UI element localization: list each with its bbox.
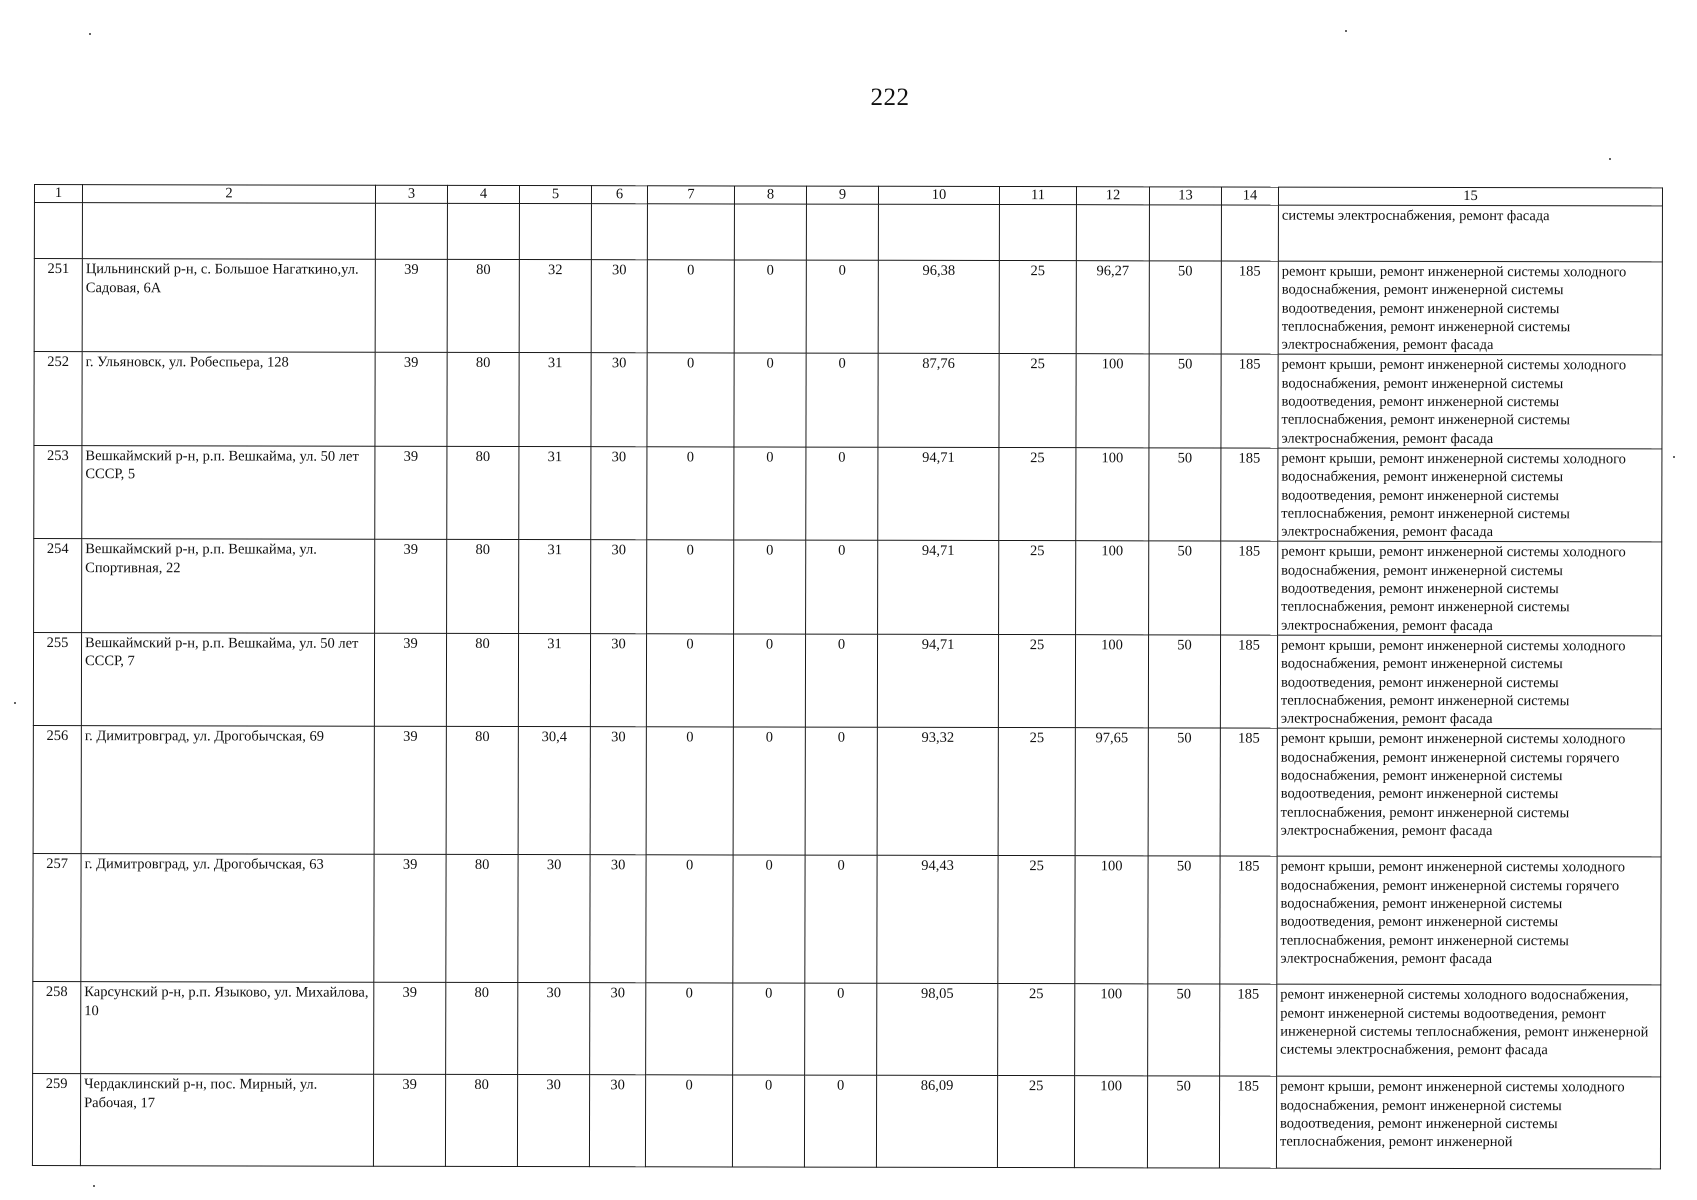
value-cell-11: 25 <box>998 728 1075 856</box>
works-cell: ремонт крыши, ремонт инженерной системы холодного водоснабжения, ремонт инженерной системы водоотведения, ремонт инженерной системы теплоснабжения, ремонт инженерной системы электроснабжения, ремонт фасада <box>1278 261 1662 355</box>
value-cell-10: 94,71 <box>878 541 999 635</box>
page-number: 222 <box>870 84 910 111</box>
value-cell-5: 32 <box>519 260 591 354</box>
address-cell: Вешкаймский р-н, р.п. Вешкайма, ул. Спортивная, 22 <box>82 539 375 633</box>
scan-speck <box>1345 30 1347 32</box>
address-cell: г. Ульяновск, ул. Робеспьера, 128 <box>82 352 375 446</box>
value-cell-4: 80 <box>447 446 519 540</box>
value-cell-9: 0 <box>805 984 877 1076</box>
value-cell-6: 30 <box>591 260 647 354</box>
value-cell-7: 0 <box>646 727 733 855</box>
value-cell-9: 0 <box>806 260 878 354</box>
value-cell-13: 50 <box>1148 728 1220 856</box>
row-number-cell: 252 <box>34 352 82 446</box>
value-cell-3: 39 <box>374 633 446 727</box>
value-cell-6: 30 <box>591 540 647 634</box>
value-cell-9: 0 <box>806 354 878 448</box>
value-cell-4: 80 <box>446 983 518 1075</box>
value-cell-4: 80 <box>446 855 518 983</box>
column-number: 10 <box>878 186 999 204</box>
value-cell-3: 39 <box>375 446 447 540</box>
value-cell-11: 25 <box>999 447 1076 541</box>
value-cell-11: 25 <box>998 856 1075 984</box>
value-cell-6: 30 <box>590 634 646 728</box>
value-cell-3: 39 <box>373 1075 445 1167</box>
table-row <box>34 352 1662 449</box>
value-cell-9: 0 <box>806 447 878 541</box>
works-cell: ремонт крыши, ремонт инженерной системы холодного водоснабжения, ремонт инженерной системы водоотведения, ремонт инженерной системы теплоснабжения, ремонт инженерной <box>1276 1077 1660 1170</box>
value-cell-8: 0 <box>733 855 805 983</box>
value-cell-11: 25 <box>997 1076 1074 1168</box>
value-cell-5: 30 <box>518 855 590 983</box>
value-cell-12: 100 <box>1076 541 1149 635</box>
table-body <box>32 185 1662 1170</box>
works-cell: ремонт крыши, ремонт инженерной системы холодного водоснабжения, ремонт инженерной системы горячего водоснабжения, ремонт инженерной системы водоотведения, ремонт инженерной системы теплоснабжения, ремонт инженерной системы электроснабжения, ремонт фасада <box>1277 857 1661 986</box>
value-cell-5: 31 <box>519 446 591 540</box>
value-cell-6: 30 <box>590 727 646 855</box>
value-cell-5: 31 <box>519 353 591 447</box>
value-cell-3: 39 <box>375 540 447 634</box>
value-cell-3: 39 <box>374 983 446 1075</box>
value-cell-13: 50 <box>1149 448 1221 542</box>
works-cell: ремонт крыши, ремонт инженерной системы холодного водоснабжения, ремонт инженерной системы водоотведения, ремонт инженерной системы теплоснабжения, ремонт инженерной системы электроснабжения, ремонт фасада <box>1277 635 1661 729</box>
value-cell-4: 80 <box>446 633 518 727</box>
row-number-cell: 258 <box>33 982 81 1074</box>
value-cell-3: 39 <box>374 855 446 983</box>
value-cell-7: 0 <box>646 634 733 728</box>
address-cell: Карсунский р-н, р.п. Языково, ул. Михайлова, 10 <box>81 982 374 1075</box>
row-number-cell: 259 <box>32 1074 80 1166</box>
value-cell-10: 94,43 <box>877 856 998 984</box>
column-number: 3 <box>375 185 447 203</box>
table-row <box>33 632 1661 729</box>
column-number: 14 <box>1221 187 1278 205</box>
value-cell-8: 0 <box>734 260 806 354</box>
row-number-cell: 253 <box>34 445 82 539</box>
value-cell-12: 100 <box>1075 635 1148 729</box>
value-cell-9: 0 <box>805 634 877 728</box>
table-row <box>32 1074 1660 1169</box>
value-cell-4: 80 <box>445 1075 517 1167</box>
value-cell-10: 86,09 <box>876 1076 997 1168</box>
address-cell: Цильнинский р-н, с. Большое Нагаткино,ул. Садовая, 6А <box>82 259 375 353</box>
value-cell-10: 87,76 <box>878 354 999 448</box>
table-row <box>34 445 1662 542</box>
value-cell-10: 94,71 <box>877 634 998 728</box>
value-cell-14: 185 <box>1221 261 1278 355</box>
value-cell-3: 39 <box>375 353 447 447</box>
value-cell-8: 0 <box>733 634 805 728</box>
value-cell-3: 39 <box>374 727 446 855</box>
value-cell-5: 31 <box>519 540 591 634</box>
value-cell-9: 0 <box>806 541 878 635</box>
row-number-cell: 256 <box>33 726 81 854</box>
value-cell-7: 0 <box>646 983 733 1075</box>
value-cell-6: 30 <box>591 447 647 541</box>
value-cell-13: 50 <box>1149 261 1221 355</box>
value-cell-6: 30 <box>590 855 646 983</box>
address-cell: Вешкаймский р-н, р.п. Вешкайма, ул. 50 лет СССР, 7 <box>81 633 374 727</box>
value-cell-11: 25 <box>999 261 1076 355</box>
value-cell-10: 93,32 <box>877 728 998 856</box>
value-cell-14: 185 <box>1220 856 1277 984</box>
column-number: 6 <box>591 186 647 204</box>
value-cell-12: 100 <box>1075 856 1148 984</box>
column-number: 12 <box>1076 187 1149 205</box>
value-cell-7: 0 <box>647 260 734 354</box>
value-cell-7: 0 <box>647 540 734 634</box>
scan-speck <box>14 702 16 704</box>
table-row <box>33 982 1661 1077</box>
works-cell: ремонт инженерной системы холодного водоснабжения, ремонт инженерной системы водоотведения, ремонт инженерной системы теплоснабжения, ремонт инженерной системы электроснабжения, ремонт фасада <box>1277 985 1661 1078</box>
value-cell-8: 0 <box>732 1075 804 1167</box>
value-cell-13: 50 <box>1148 856 1220 984</box>
row-number-cell: 255 <box>33 632 81 726</box>
column-number: 15 <box>1278 187 1662 206</box>
value-cell-10: 98,05 <box>877 984 998 1076</box>
scan-speck <box>1609 158 1611 160</box>
value-cell-11: 25 <box>998 984 1075 1076</box>
value-cell-4: 80 <box>447 259 519 353</box>
value-cell-11: 25 <box>999 354 1076 448</box>
value-cell-14: 185 <box>1219 1076 1276 1168</box>
address-cell: Вешкаймский р-н, р.п. Вешкайма, ул. 50 лет СССР, 5 <box>82 446 375 540</box>
scan-speck <box>93 1185 95 1187</box>
value-cell-7: 0 <box>646 855 733 983</box>
value-cell-12: 100 <box>1075 984 1148 1076</box>
value-cell-14: 185 <box>1221 448 1278 542</box>
table-row <box>34 539 1662 636</box>
value-cell-12: 97,65 <box>1075 728 1148 856</box>
value-cell-4: 80 <box>447 353 519 447</box>
value-cell-9: 0 <box>805 728 877 856</box>
value-cell-13: 50 <box>1147 1076 1219 1168</box>
value-cell-8: 0 <box>734 447 806 541</box>
works-cell: ремонт крыши, ремонт инженерной системы холодного водоснабжения, ремонт инженерной системы водоотведения, ремонт инженерной системы теплоснабжения, ремонт инженерной системы электроснабжения, ремонт фасада <box>1278 355 1662 449</box>
column-number: 1 <box>34 185 82 203</box>
column-number: 11 <box>999 187 1076 205</box>
scan-speck <box>89 33 91 35</box>
value-cell-10: 96,38 <box>878 260 999 354</box>
value-cell-12: 100 <box>1076 354 1149 448</box>
repair-program-table <box>32 184 1663 1170</box>
value-cell-14: 185 <box>1220 635 1277 729</box>
column-number: 5 <box>519 186 591 204</box>
value-cell-6: 30 <box>590 983 646 1075</box>
value-cell-8: 0 <box>734 353 806 447</box>
value-cell-14: 185 <box>1221 541 1278 635</box>
column-number: 8 <box>734 186 806 204</box>
address-cell: г. Димитровград, ул. Дрогобычская, 69 <box>81 726 374 855</box>
table-row <box>33 854 1661 985</box>
value-cell-13: 50 <box>1148 635 1220 729</box>
value-cell-8: 0 <box>734 540 806 634</box>
value-cell-12: 100 <box>1074 1076 1147 1168</box>
value-cell-9: 0 <box>805 856 877 984</box>
value-cell-13: 50 <box>1149 354 1221 448</box>
value-cell-14: 185 <box>1220 984 1277 1076</box>
value-cell-7: 0 <box>647 353 734 447</box>
row-number-cell: 254 <box>34 539 82 633</box>
value-cell-5: 30,4 <box>518 727 590 855</box>
address-cell: Чердаклинский р-н, пос. Мирный, ул. Рабочая, 17 <box>80 1074 373 1167</box>
value-cell-9: 0 <box>804 1076 876 1168</box>
column-number: 9 <box>806 186 878 204</box>
value-cell-4: 80 <box>447 540 519 634</box>
row-number-cell: 251 <box>34 259 82 353</box>
value-cell-7: 0 <box>647 447 734 541</box>
value-cell-8: 0 <box>733 983 805 1075</box>
value-cell-8: 0 <box>733 727 805 855</box>
value-cell-13: 50 <box>1149 541 1221 635</box>
value-cell-5: 30 <box>517 1075 589 1167</box>
value-cell-10: 94,71 <box>878 447 999 541</box>
value-cell-11: 25 <box>999 541 1076 635</box>
value-cell-3: 39 <box>375 259 447 353</box>
value-cell-14: 185 <box>1221 354 1278 448</box>
column-number: 4 <box>447 185 519 203</box>
address-cell: г. Димитровград, ул. Дрогобычская, 63 <box>81 854 374 983</box>
value-cell-12: 96,27 <box>1076 261 1149 355</box>
works-cell: ремонт крыши, ремонт инженерной системы холодного водоснабжения, ремонт инженерной системы водоотведения, ремонт инженерной системы теплоснабжения, ремонт инженерной системы электроснабжения, ремонт фасада <box>1278 542 1662 636</box>
value-cell-7: 0 <box>645 1075 732 1167</box>
works-cell: ремонт крыши, ремонт инженерной системы холодного водоснабжения, ремонт инженерной системы горячего водоснабжения, ремонт инженерной системы водоотведения, ремонт инженерной системы теплоснабжения, ремонт инженерной системы электроснабжения, ремонт фасада <box>1277 729 1661 858</box>
value-cell-4: 80 <box>446 727 518 855</box>
works-cell: системы электроснабжения, ремонт фасада <box>1278 205 1662 262</box>
scan-speck <box>1673 456 1675 458</box>
row-number-cell: 257 <box>33 854 81 982</box>
column-number: 2 <box>82 185 375 204</box>
value-cell-12: 100 <box>1076 448 1149 542</box>
value-cell-13: 50 <box>1148 984 1220 1076</box>
table-row <box>34 259 1662 356</box>
value-cell-5: 30 <box>518 983 590 1075</box>
value-cell-11: 25 <box>998 634 1075 728</box>
value-cell-6: 30 <box>589 1075 645 1167</box>
value-cell-6: 30 <box>591 353 647 447</box>
continuation-row <box>34 203 1662 262</box>
value-cell-14: 185 <box>1220 728 1277 856</box>
value-cell-5: 31 <box>518 633 590 727</box>
table-row <box>33 726 1661 857</box>
column-number: 7 <box>647 186 734 204</box>
column-number: 13 <box>1149 187 1221 205</box>
works-cell: ремонт крыши, ремонт инженерной системы холодного водоснабжения, ремонт инженерной системы водоотведения, ремонт инженерной системы теплоснабжения, ремонт инженерной системы электроснабжения, ремонт фасада <box>1278 448 1662 542</box>
